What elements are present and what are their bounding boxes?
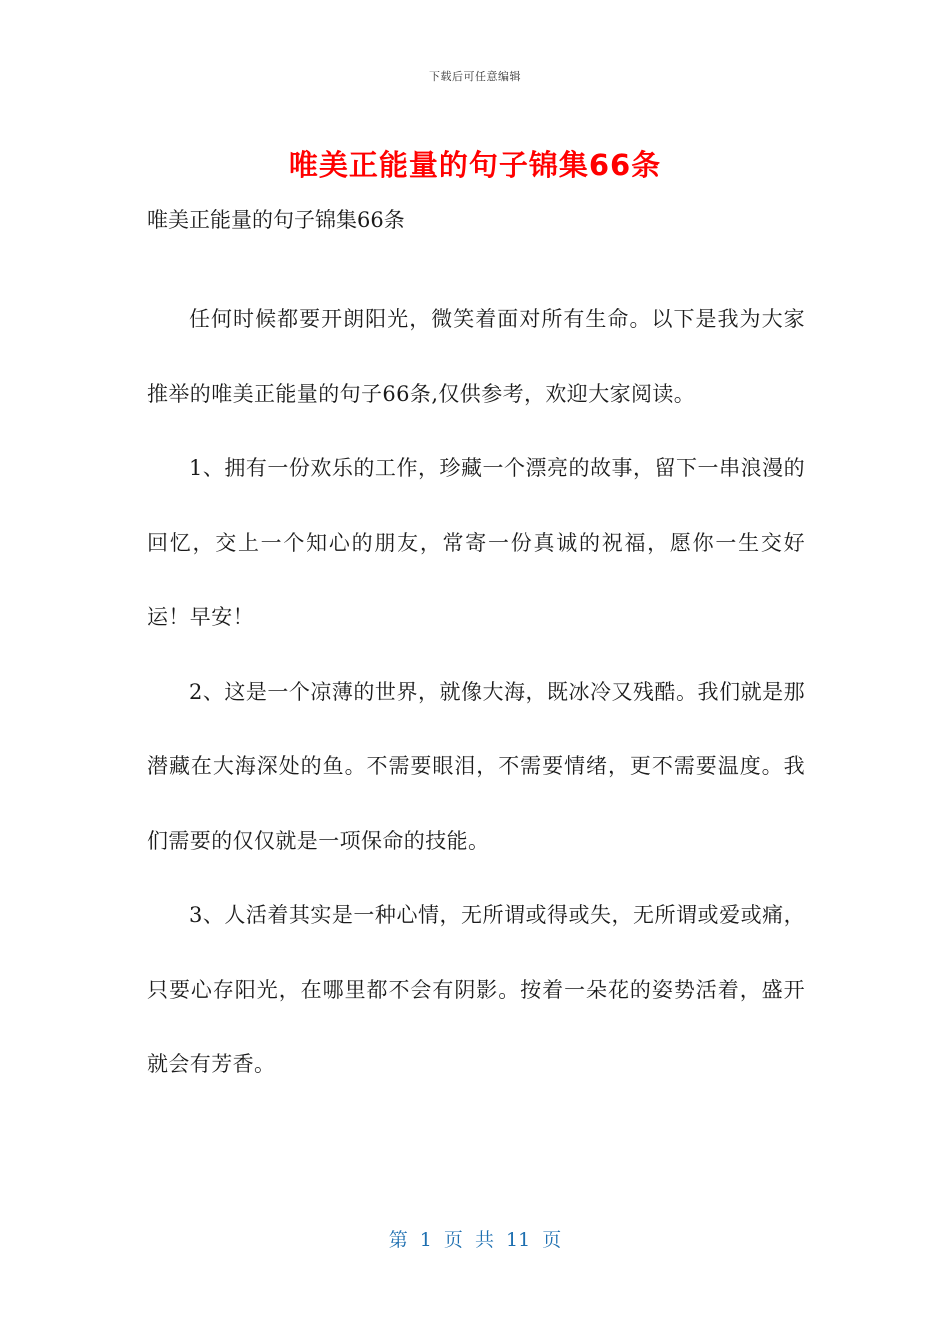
quote-paragraph-3: 3、人活着其实是一种心情，无所谓或得或失，无所谓或爱或痛，只要心存阳光，在哪里都不会有阴影。按着一朵花的姿势活着，盛开就会有芳香。	[147, 903, 805, 1076]
document-body	[147, 282, 805, 1102]
intro-paragraph: 任何时候都要开朗阳光，微笑着面对所有生命。以下是我为大家推举的唯美正能量的句子66条,仅供参考，欢迎大家阅读。	[147, 307, 805, 406]
document-subtitle: 唯美正能量的句子锦集66条	[147, 208, 405, 232]
header-note: 下载后可任意编辑	[429, 70, 521, 83]
quote-paragraph-2: 2、这是一个凉薄的世界，就像大海，既冰冷又残酷。我们就是那潜藏在大海深处的鱼。不需要眼泪，不需要情绪，更不需要温度。我们需要的仅仅就是一项保命的技能。	[147, 679, 805, 853]
quote-paragraph-1: 1、拥有一份欢乐的工作，珍藏一个漂亮的故事，留下一串浪漫的回忆，交上一个知心的朋友，常寄一份真诚的祝福，愿你一生交好运！早安！	[147, 456, 805, 629]
document-title: 唯美正能量的句子锦集66条	[288, 148, 662, 182]
page-indicator: 第 1 页 共 11 页	[388, 1229, 562, 1251]
